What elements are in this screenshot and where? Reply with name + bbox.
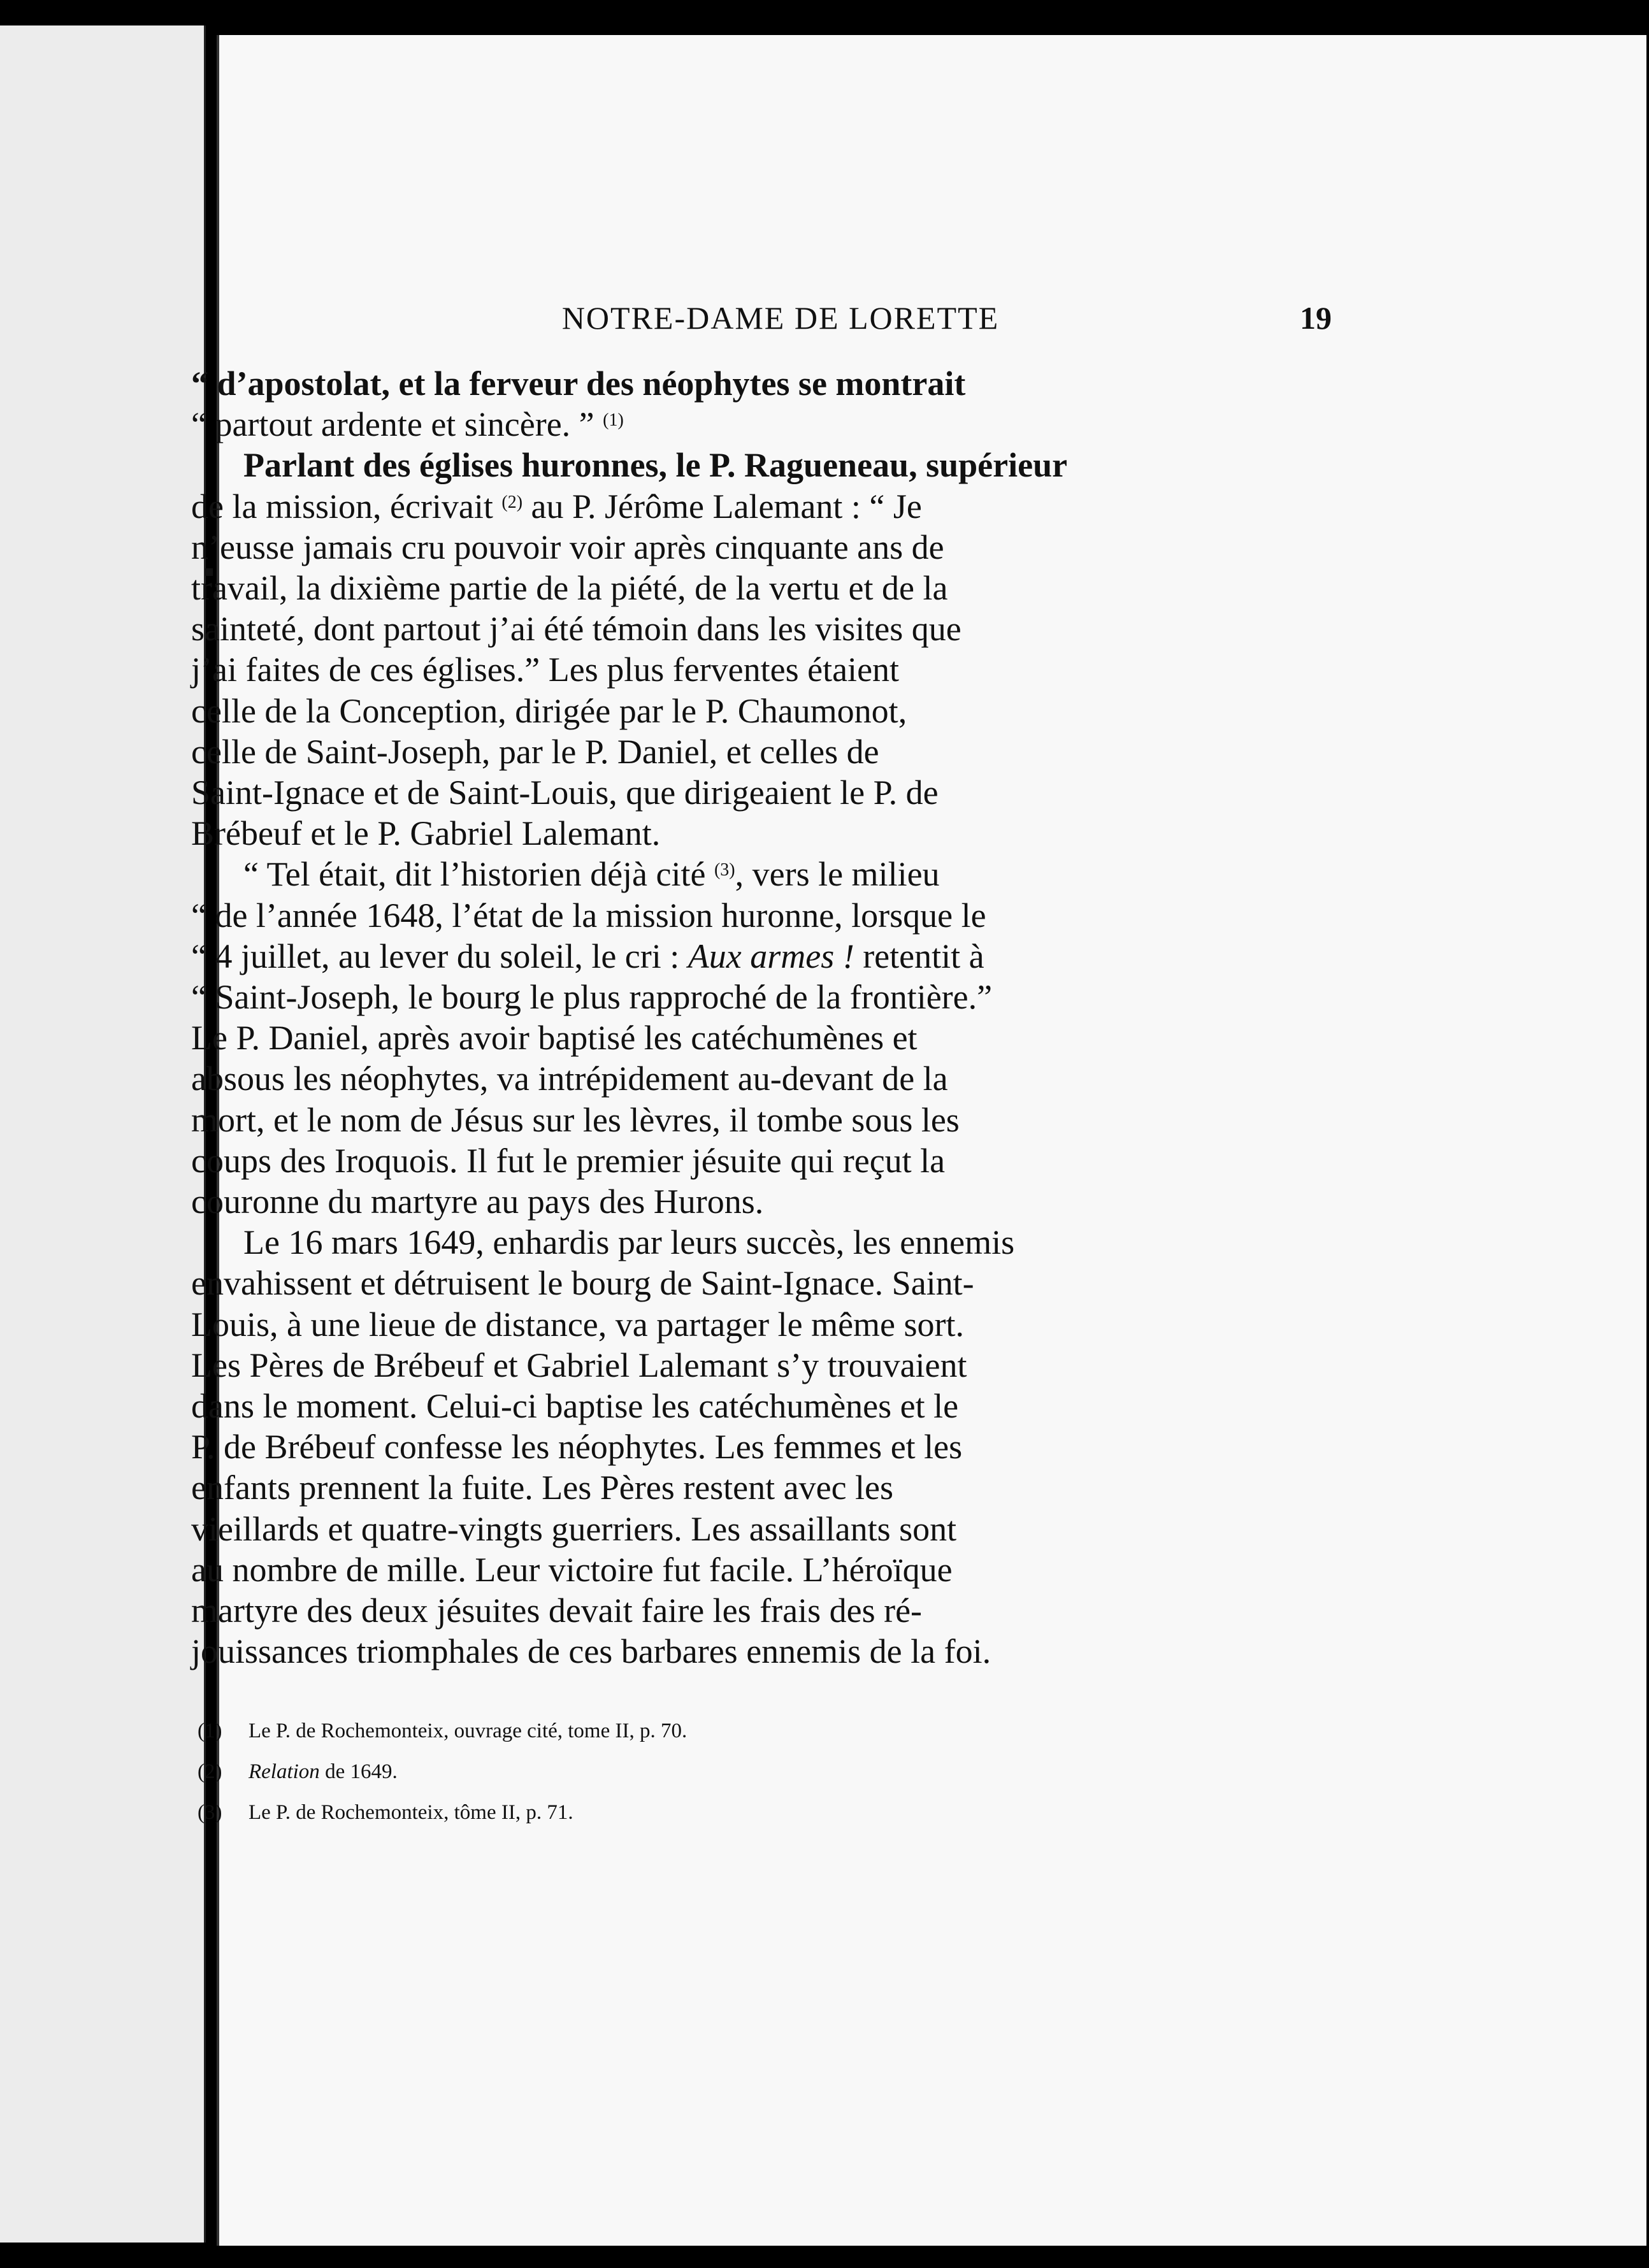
line-text: au nombre de mille. Leur victoire fut facile. L’héroïque <box>191 1550 953 1589</box>
line-text: dans le moment. Celui-ci baptise les catéchumènes et le <box>191 1387 959 1426</box>
line-text: travail, la dixième partie de la piété, de la vertu et de la <box>191 569 948 608</box>
text-line <box>191 486 1300 527</box>
text-line <box>191 1017 1300 1058</box>
body-text <box>191 363 1300 1672</box>
line-text: coups des Iroquois. Il fut le premier jésuite qui reçut la <box>191 1141 946 1180</box>
footnote-reference: (2) <box>501 492 523 512</box>
line-text: vieillards et quatre-vingts guerriers. Les assaillants sont <box>191 1509 957 1548</box>
text-line <box>191 1386 1300 1426</box>
text-line <box>191 1345 1300 1386</box>
text-line <box>191 1549 1300 1590</box>
running-title: NOTRE-DAME DE LORETTE <box>561 300 1000 336</box>
text-line <box>191 1426 1300 1467</box>
facing-page-edge <box>0 25 206 2243</box>
line-text: n’eusse jamais cru pouvoir voir après cinquante ans de <box>191 528 944 566</box>
footnote-number: (2) <box>198 1760 222 1783</box>
text-line <box>191 731 1300 772</box>
line-text-continued: , vers le milieu <box>735 855 940 894</box>
footnote-text: Le P. de Rochemonteix, ouvrage cité, tome II, p. 70. <box>248 1719 688 1742</box>
italic-text: Aux armes ! <box>688 937 854 975</box>
text-line <box>191 1509 1300 1549</box>
line-text: celle de Saint-Joseph, par le P. Daniel, et celles de <box>191 732 879 771</box>
text-line <box>191 527 1300 568</box>
text-line <box>191 568 1300 608</box>
footnote-number: (1) <box>198 1719 222 1742</box>
line-text: Brébeuf et le P. Gabriel Lalemant. <box>191 814 661 853</box>
page-header <box>440 299 1332 350</box>
footnote-reference: (3) <box>714 860 735 880</box>
page-number: 19 <box>1300 300 1332 336</box>
line-text: enfants prennent la fuite. Les Pères restent avec les <box>191 1468 894 1507</box>
text-line <box>191 1263 1300 1303</box>
line-text: sainteté, dont partout j’ai été témoin dans les visites que <box>191 610 961 649</box>
line-text: “ partout ardente et sincère. ” <box>191 405 603 444</box>
line-text: Parlant des églises huronnes, le P. Ragueneau, supérieur <box>243 446 1068 485</box>
footnotes <box>198 1711 1306 1833</box>
line-text: de la mission, écrivait <box>191 487 502 526</box>
line-text: Le 16 mars 1649, enhardis par leurs succès, les ennemis <box>243 1223 1015 1262</box>
text-line <box>191 1058 1300 1099</box>
line-text: “ Tel était, dit l’historien déjà cité <box>243 855 714 894</box>
line-text: absous les néophytes, va intrépidement au-devant de la <box>191 1059 948 1098</box>
line-text: martyre des deux jésuites devait faire les frais des ré- <box>191 1591 923 1630</box>
text-line <box>191 1590 1300 1631</box>
text-line <box>191 1140 1300 1181</box>
text-line <box>191 404 1300 445</box>
line-text: “ Saint-Joseph, le bourg le plus rapproché de la frontière.” <box>191 978 993 1017</box>
line-text: j’ai faites de ces églises.” Les plus ferventes étaient <box>191 650 900 689</box>
footnote-text: de 1649. <box>319 1760 398 1783</box>
text-line <box>191 1631 1300 1672</box>
text-line <box>191 895 1300 936</box>
line-text: Saint-Ignace et de Saint-Louis, que dirigeaient le P. de <box>191 773 939 812</box>
text-line <box>191 363 1300 404</box>
text-line <box>191 691 1300 731</box>
line-text: couronne du martyre au pays des Hurons. <box>191 1182 764 1221</box>
text-line <box>191 608 1300 649</box>
text-line <box>191 1222 1300 1263</box>
footnote-italic: Relation <box>248 1760 320 1783</box>
text-line <box>191 1304 1300 1345</box>
line-text: “ 4 juillet, au lever du soleil, le cri : <box>191 937 688 975</box>
line-text: Le P. Daniel, après avoir baptisé les catéchumènes et <box>191 1019 918 1058</box>
text-line <box>191 445 1300 485</box>
footnote <box>198 1751 1306 1792</box>
text-line <box>191 977 1300 1017</box>
line-text: Louis, à une lieue de distance, va partager le même sort. <box>191 1305 965 1344</box>
text-line <box>191 772 1300 813</box>
footnote <box>198 1711 1306 1751</box>
text-line <box>191 1100 1300 1140</box>
line-text: Les Pères de Brébeuf et Gabriel Lalemant s’y trouvaient <box>191 1346 967 1384</box>
footnote-reference: (1) <box>603 410 624 431</box>
line-text: envahissent et détruisent le bourg de Saint-Ignace. Saint- <box>191 1264 974 1303</box>
text-line <box>191 1467 1300 1508</box>
footnote-number: (3) <box>198 1801 222 1824</box>
line-text: jouissances triomphales de ces barbares ennemis de la foi. <box>191 1632 991 1671</box>
line-text: “ de l’année 1648, l’état de la mission huronne, lorsque le <box>191 896 986 935</box>
line-text-continued: retentit à <box>854 937 984 975</box>
text-line <box>191 813 1300 854</box>
footnote-text: Le P. de Rochemonteix, tôme II, p. 71. <box>248 1801 573 1824</box>
line-text: P. de Brébeuf confesse les néophytes. Les femmes et les <box>191 1428 963 1467</box>
line-text: mort, et le nom de Jésus sur les lèvres, il tombe sous les <box>191 1100 960 1139</box>
text-line <box>191 936 1300 977</box>
line-text: “ d’apostolat, et la ferveur des néophytes se montrait <box>191 364 966 403</box>
text-line <box>191 649 1300 690</box>
line-text-continued: au P. Jérôme Lalemant : “ Je <box>522 487 922 526</box>
footnote <box>198 1792 1306 1833</box>
line-text: celle de la Conception, dirigée par le P. Chaumonot, <box>191 691 907 730</box>
text-line <box>191 1181 1300 1222</box>
text-line <box>191 854 1300 894</box>
